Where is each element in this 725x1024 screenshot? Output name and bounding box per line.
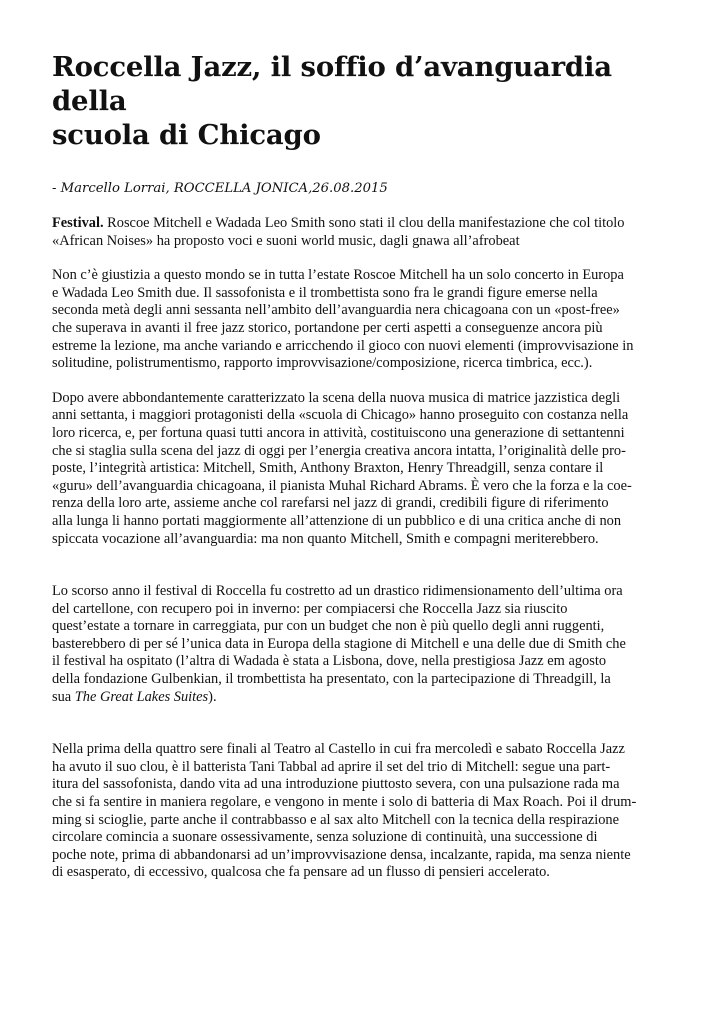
work-title: The Great Lakes Suites xyxy=(74,688,209,705)
title-line: scuola di Chicago xyxy=(52,119,321,151)
paragraph-line: ha avuto il suo clou, è il batterista Tani Tabbal ad aprire il set del trio di Mitchell: segue una part- xyxy=(52,758,611,775)
paragraph-line: quest’estate a tornare in carreggiata, pur con un budget che non è più quello degli anni ruggenti, xyxy=(52,618,605,635)
paragraph-line: renza della loro arte, assieme anche col rarefarsi nel jazz di grandi, credibili figure di riferimento xyxy=(52,495,609,512)
body-paragraph-2 xyxy=(52,390,673,548)
paragraph-line: ming si scioglie, parte anche il contrabbasso e al sax alto Mitchell con la tecnica della respirazione xyxy=(52,811,620,828)
paragraph-line: della fondazione Gulbenkian, il trombettista ha presentato, con la partecipazione di Threadgill, la xyxy=(52,671,611,688)
paragraph-line: alla lunga li hanno portati maggiormente all’attenzione di un pubblico e di una critica anche di non xyxy=(52,512,622,529)
paragraph-line xyxy=(52,689,673,707)
body-paragraph-1 xyxy=(52,267,673,373)
paragraph-line: poste, l’integrità artistica: Mitchell, Smith, Anthony Braxton, Henry Threadgill, senza contare il xyxy=(52,460,604,477)
paragraph-line: Non c’è giustizia a questo mondo se in tutta l’estate Roscoe Mitchell ha un solo concerto in Europa xyxy=(52,267,624,284)
paragraph-line: «guru» dell’avanguardia chicagoana, il pianista Muhal Richard Abrams. È vero che la forza e la coe- xyxy=(52,477,632,494)
paragraph-line: Nella prima della quattro sere finali al Teatro al Castello in cui fra mercoledì e sabato Roccella Jazz xyxy=(52,741,625,758)
lead-kicker: Festival. xyxy=(52,215,104,231)
title-line: Roccella Jazz, il soffio d’avanguardia della xyxy=(52,51,612,117)
line-suffix: ). xyxy=(208,688,217,705)
paragraph-line: seconda metà degli anni sessanta nell’ambito dell’avanguardia nera chicagoana con un «post-free» xyxy=(52,302,620,319)
paragraph-line: poche note, prima di abbandonarsi ad un’improvvisazione densa, incalzante, rapida, ma senza niente xyxy=(52,846,631,863)
paragraph-line: che si staglia sulla scena del jazz di oggi per l’energia creativa ancora intatta, l’originalità delle pro- xyxy=(52,442,626,459)
lead-line: «African Noises» ha proposto voci e suoni world music, dagli gnawa all’afrobeat xyxy=(52,232,520,249)
paragraph-line: e Wadada Leo Smith due. Il sassofonista e il trombettista sono fra le grandi figure emerse nella xyxy=(52,284,598,301)
paragraph-line: estreme la lezione, ma anche variando e arricchendo il gioco con nuovi elementi (improvvisazione in xyxy=(52,337,634,354)
lead-paragraph xyxy=(52,215,673,250)
paragraph-line: basterebbero di per sé l’unica data in Europa della stagione di Mitchell e una delle due di Smith che xyxy=(52,635,626,652)
paragraph-line: Dopo avere abbondantemente caratterizzato la scena della nuova musica di matrice jazzistica degli xyxy=(52,389,621,406)
paragraph-line: circolare comincia a suonare ossessivamente, senza soluzione di continuità, una successione di xyxy=(52,829,598,846)
body-paragraph-3 xyxy=(52,583,673,706)
paragraph-line: anni settanta, i maggiori protagonisti della «scuola di Chicago» hanno proseguito con costanza nella xyxy=(52,407,629,424)
paragraph-line: di esasperato, di eccessivo, qualcosa che fa pensare ad un flusso di pensieri accelerato. xyxy=(52,864,550,881)
body-paragraph-4 xyxy=(52,741,673,882)
paragraph-line: che si fa sentire in maniera regolare, e vengono in mente i solo di batteria di Max Roach. Poi il drum- xyxy=(52,794,637,811)
lead-text: Roscoe Mitchell e Wadada Leo Smith sono stati il clou della manifestazione che col titolo xyxy=(103,215,625,231)
paragraph-line: itura del sassofonista, dando vita ad una introduzione piuttosto severa, con una pulsazione rada ma xyxy=(52,776,620,793)
paragraph-line: il festival ha ospitato (l’altra di Wadada è stata a Lisbona, dove, nella prestigiosa Jazz em agosto xyxy=(52,653,607,670)
paragraph-line: che superava in avanti il free jazz storico, portandone per certi aspetti a conseguenze ancora più xyxy=(52,319,603,336)
paragraph-line: loro ricerca, e, per fortuna quasi tutti ancora in attività, costituiscono una generazione di settantenni xyxy=(52,424,625,441)
paragraph-line: spiccata vocazione all’avanguardia: ma non quanto Mitchell, Smith e compagni meriterebbero. xyxy=(52,530,599,547)
paragraph-line: del cartellone, con recupero poi in inverno: per compiacersi che Roccella Jazz sia riuscito xyxy=(52,600,568,617)
article-title xyxy=(52,50,673,152)
paragraph-line: Lo scorso anno il festival di Roccella fu costretto ad un drastico ridimensionamento dell’ultima ora xyxy=(52,583,623,600)
paragraph-line: solitudine, polistrumentismo, rapporto improvvisazione/composizione, ricerca timbrica, ecc.). xyxy=(52,355,593,372)
line-prefix: sua xyxy=(52,688,75,705)
lead-line xyxy=(52,215,673,233)
article-byline: - Marcello Lorrai, ROCCELLA JONICA,26.08.2015 xyxy=(52,181,388,196)
